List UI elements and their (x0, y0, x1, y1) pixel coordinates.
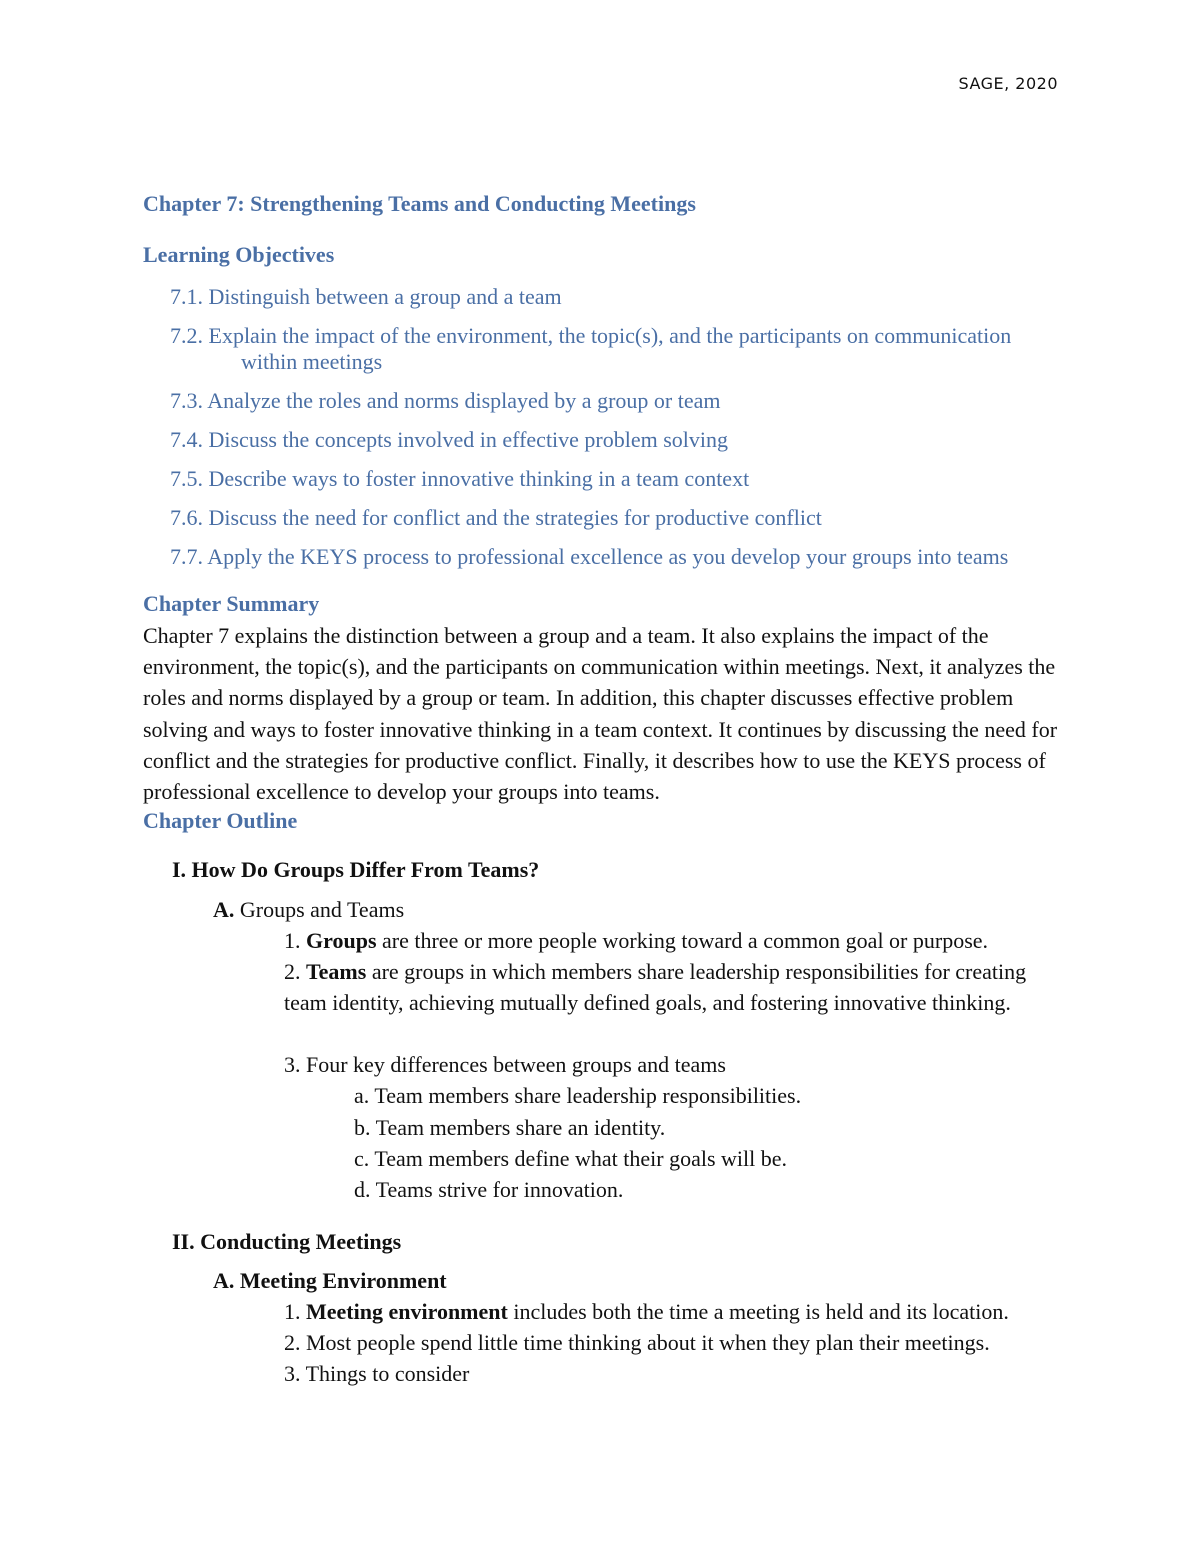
objective-item: 7.6. Discuss the need for conflict and the strategies for productive conflict (170, 505, 822, 530)
outline-item-term: Groups (306, 928, 377, 953)
learning-objectives-heading: Learning Objectives (143, 242, 335, 267)
outline-subitem: d. Teams strive for innovation. (354, 1177, 624, 1202)
outline-item-term: Meeting environment (306, 1299, 508, 1324)
outline-item-text: includes both the time a meeting is held and its location. (513, 1299, 1009, 1324)
chapter-title: Chapter 7: Strengthening Teams and Conducting Meetings (143, 191, 696, 216)
outline-subsection-label: A. (213, 897, 235, 922)
outline-item-term: Teams (306, 959, 367, 984)
outline-item: 2. Most people spend little time thinking about it when they plan their meetings. (284, 1330, 990, 1355)
outline-item (284, 1296, 1064, 1327)
chapter-summary-heading: Chapter Summary (143, 591, 320, 616)
outline-item: 3. Things to consider (284, 1361, 470, 1386)
outline-item-number: 1. (284, 928, 301, 953)
outline-item: 3. Four key differences between groups and teams (284, 1052, 726, 1077)
outline-section-heading: I. How Do Groups Differ From Teams? (172, 857, 540, 882)
outline-item-text: are three or more people working toward a common goal or purpose. (382, 928, 989, 953)
objective-item: 7.1. Distinguish between a group and a team (170, 284, 562, 309)
objective-item: 7.2. Explain the impact of the environment, the topic(s), and the participants on communication within meetings (170, 323, 1012, 374)
outline-subsection (213, 894, 404, 925)
outline-item-number: 2. (284, 959, 301, 984)
outline-item-text: are groups in which members share leadership responsibilities for creating team identity, achieving mutually defined goals, and fostering innovative thinking. (284, 959, 1027, 1015)
outline-subsection: A. Meeting Environment (213, 1268, 447, 1293)
page-header: SAGE, 2020 (958, 74, 1058, 93)
chapter-outline-heading: Chapter Outline (143, 808, 298, 833)
outline-section-heading: II. Conducting Meetings (172, 1229, 402, 1254)
objective-item: 7.3. Analyze the roles and norms displayed by a group or team (170, 388, 721, 413)
outline-item-number: 1. (284, 1299, 301, 1324)
outline-subsection-text: Groups and Teams (239, 897, 405, 922)
outline-subitem: b. Team members share an identity. (354, 1115, 666, 1140)
outline-subitem: a. Team members share leadership responsibilities. (354, 1083, 802, 1108)
objective-item: 7.4. Discuss the concepts involved in effective problem solving (170, 427, 729, 452)
outline-subitem: c. Team members define what their goals will be. (354, 1146, 788, 1171)
outline-item (284, 925, 1064, 956)
chapter-summary-body: Chapter 7 explains the distinction between a group and a team. It also explains the impact of the environment, the topic(s), and the participants on communication within meetings. Next, it analyzes the roles and norms displayed by a group or team. In addition, this chapter discusses effective problem solving and ways to foster innovative thinking in a team context. It continues by discussing the need for conflict and the strategies for productive conflict. Finally, it describes how to use the KEYS process of professional excellence to develop your groups into teams. (143, 623, 1058, 805)
objective-item: 7.5. Describe ways to foster innovative thinking in a team context (170, 466, 750, 491)
outline-item (284, 956, 1064, 1018)
learning-objectives-list (170, 284, 1070, 583)
objective-item: 7.7. Apply the KEYS process to professional excellence as you develop your groups into teams (170, 544, 1009, 569)
